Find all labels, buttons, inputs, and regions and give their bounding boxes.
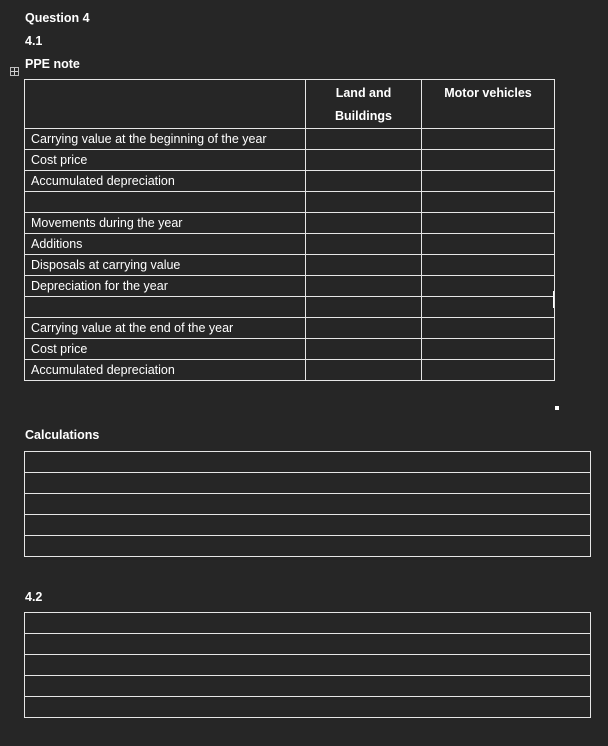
ppe-cell-motor-vehicles[interactable] — [422, 255, 555, 276]
ppe-row-label[interactable]: Movements during the year — [25, 213, 306, 234]
ppe-note-title: PPE note — [25, 57, 80, 71]
ppe-cell-motor-vehicles[interactable] — [422, 339, 555, 360]
ppe-row — [25, 255, 555, 276]
ppe-cell-motor-vehicles[interactable] — [422, 192, 555, 213]
calculations-row — [25, 515, 591, 536]
ppe-row — [25, 276, 555, 297]
ppe-row — [25, 150, 555, 171]
ppe-cell-motor-vehicles[interactable] — [422, 360, 555, 381]
ppe-row — [25, 318, 555, 339]
ppe-cell-motor-vehicles[interactable] — [422, 150, 555, 171]
ppe-row-label[interactable] — [25, 297, 306, 318]
calculations-row — [25, 494, 591, 515]
calculations-row — [25, 536, 591, 557]
ppe-cell-motor-vehicles[interactable] — [422, 129, 555, 150]
ppe-cell-land-and-buildings[interactable] — [306, 150, 422, 171]
table-move-handle-icon[interactable] — [10, 67, 19, 76]
question-4-2-answer-cell[interactable] — [25, 676, 591, 697]
ppe-cell-land-and-buildings[interactable] — [306, 192, 422, 213]
ppe-cell-land-and-buildings[interactable] — [306, 171, 422, 192]
ppe-row-label[interactable]: Carrying value at the end of the year — [25, 318, 306, 339]
question-4-2-table — [24, 612, 591, 718]
calculations-answer-cell[interactable] — [25, 515, 591, 536]
question-number: 4.1 — [25, 34, 43, 48]
calculations-answer-cell[interactable] — [25, 452, 591, 473]
ppe-cell-land-and-buildings[interactable] — [306, 360, 422, 381]
question-4-2-row — [25, 613, 591, 634]
ppe-cell-motor-vehicles[interactable] — [422, 297, 555, 318]
ppe-cell-land-and-buildings[interactable] — [306, 339, 422, 360]
ppe-cell-land-and-buildings[interactable] — [306, 297, 422, 318]
question-4-2-row — [25, 676, 591, 697]
ppe-row — [25, 360, 555, 381]
ppe-note-table — [24, 79, 555, 381]
question-4-2-row — [25, 655, 591, 676]
column-header-motor-vehicles[interactable]: Motor vehicles — [422, 80, 555, 129]
ppe-cell-land-and-buildings[interactable] — [306, 318, 422, 339]
calculations-table — [24, 451, 591, 557]
question-4-2-answer-cell[interactable] — [25, 697, 591, 718]
ppe-row-label[interactable]: Accumulated depreciation — [25, 171, 306, 192]
ppe-row-label[interactable]: Cost price — [25, 339, 306, 360]
calculations-answer-cell[interactable] — [25, 473, 591, 494]
question-4-2-row — [25, 634, 591, 655]
ppe-cell-motor-vehicles[interactable] — [422, 171, 555, 192]
calculations-row — [25, 452, 591, 473]
question-title: Question 4 — [25, 11, 90, 25]
ppe-row — [25, 234, 555, 255]
ppe-row-label[interactable]: Accumulated depreciation — [25, 360, 306, 381]
ppe-header-row — [25, 80, 555, 129]
ppe-cell-motor-vehicles[interactable] — [422, 276, 555, 297]
ppe-cell-land-and-buildings[interactable] — [306, 276, 422, 297]
ppe-row — [25, 129, 555, 150]
column-header-land-and-buildings[interactable]: Land and Buildings — [306, 80, 422, 129]
calculations-answer-cell[interactable] — [25, 536, 591, 557]
ppe-header-blank-cell[interactable] — [25, 80, 306, 129]
text-cursor — [553, 291, 554, 308]
ppe-row-label[interactable]: Cost price — [25, 150, 306, 171]
calculations-title: Calculations — [25, 428, 100, 442]
calculations-answer-cell[interactable] — [25, 494, 591, 515]
calculations-row — [25, 473, 591, 494]
question-4-2-answer-cell[interactable] — [25, 613, 591, 634]
question-4-2-title: 4.2 — [25, 590, 43, 604]
ppe-cell-land-and-buildings[interactable] — [306, 129, 422, 150]
ppe-row — [25, 339, 555, 360]
ppe-row-label[interactable] — [25, 192, 306, 213]
ppe-row — [25, 213, 555, 234]
ppe-cell-motor-vehicles[interactable] — [422, 213, 555, 234]
ppe-cell-land-and-buildings[interactable] — [306, 213, 422, 234]
table-resize-handle[interactable] — [555, 406, 559, 410]
ppe-row-label[interactable]: Carrying value at the beginning of the year — [25, 129, 306, 150]
question-4-2-answer-cell[interactable] — [25, 634, 591, 655]
ppe-row-label[interactable]: Additions — [25, 234, 306, 255]
ppe-row — [25, 192, 555, 213]
question-4-2-answer-cell[interactable] — [25, 655, 591, 676]
ppe-row-label[interactable]: Disposals at carrying value — [25, 255, 306, 276]
ppe-row — [25, 171, 555, 192]
ppe-row-label[interactable]: Depreciation for the year — [25, 276, 306, 297]
ppe-cell-motor-vehicles[interactable] — [422, 318, 555, 339]
ppe-cell-motor-vehicles[interactable] — [422, 234, 555, 255]
ppe-row — [25, 297, 555, 318]
question-4-2-row — [25, 697, 591, 718]
ppe-cell-land-and-buildings[interactable] — [306, 255, 422, 276]
ppe-cell-land-and-buildings[interactable] — [306, 234, 422, 255]
